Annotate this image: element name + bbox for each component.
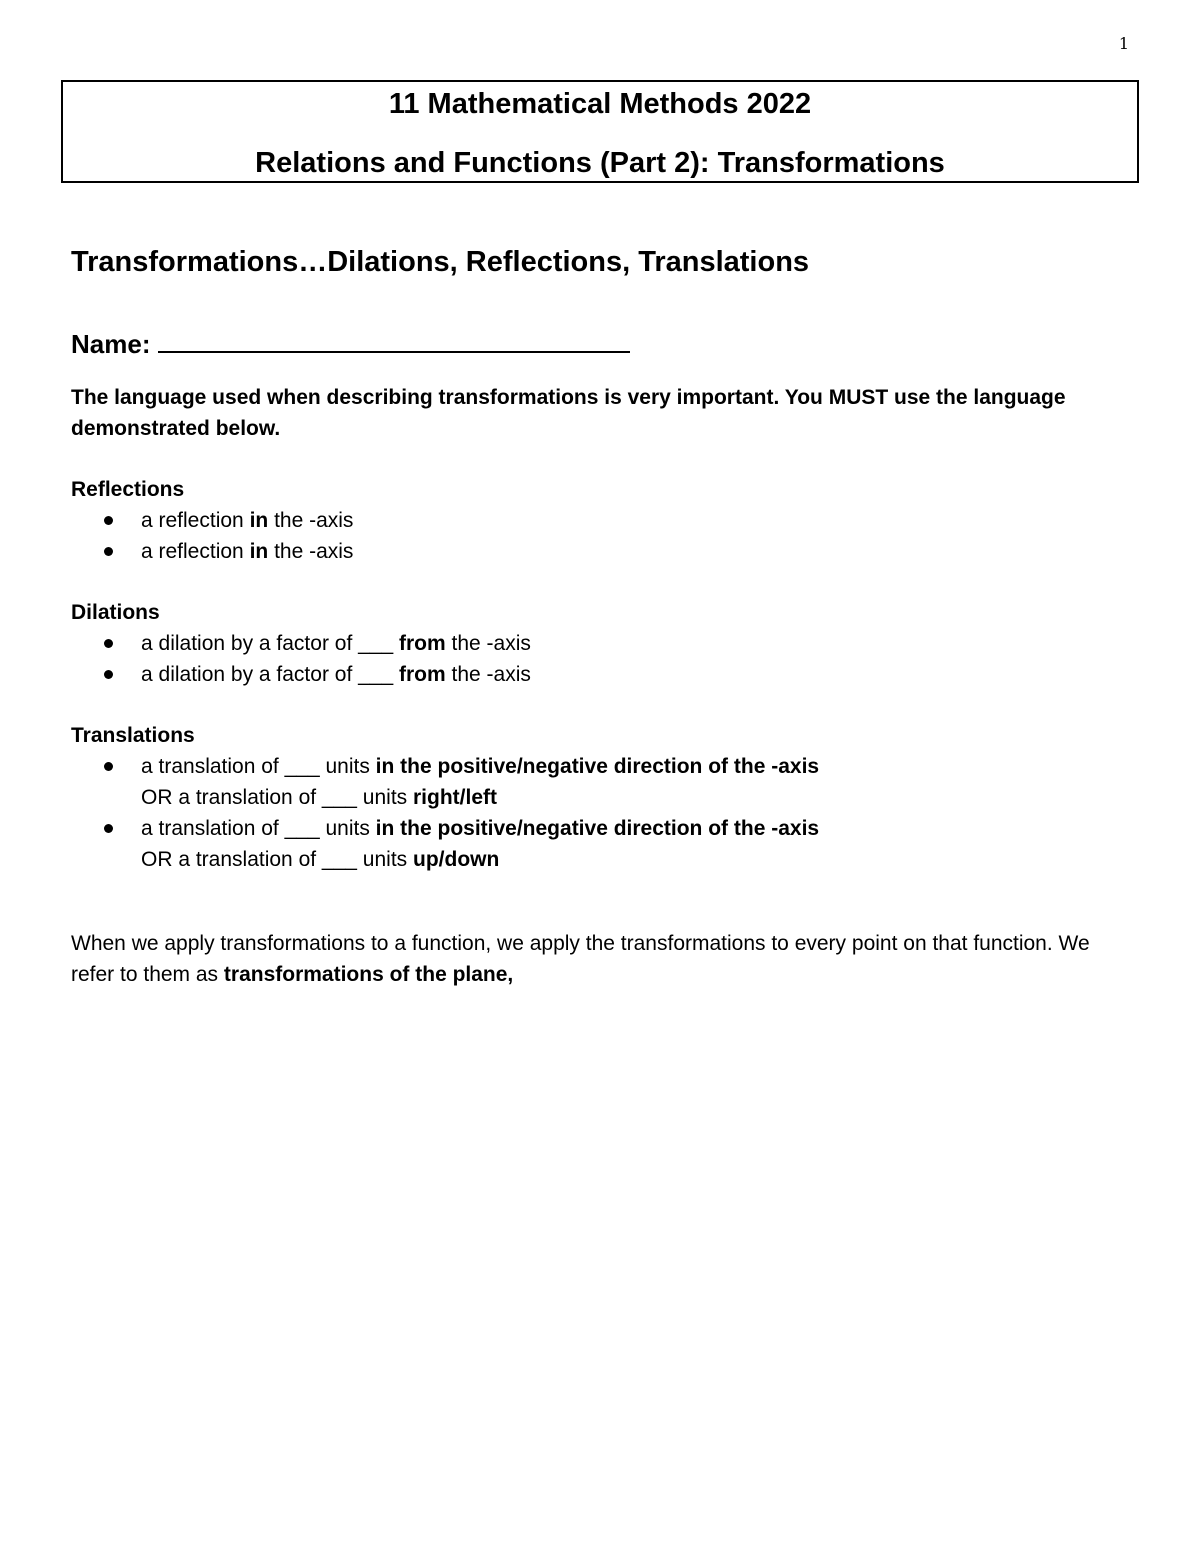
section-title: Transformations…Dilations, Reflections, Translations <box>71 246 810 278</box>
list-item: a translation of ___ units in the positive/negative direction of the -axis OR a translation of ___ units right/left <box>71 751 1131 813</box>
translations-heading: Translations <box>71 724 195 747</box>
bullet-icon <box>104 762 113 771</box>
name-field-row <box>71 327 1131 360</box>
bullet-icon <box>104 670 113 679</box>
list-item: a dilation by a factor of ___ from the -axis <box>71 628 1131 659</box>
document-subtitle: Relations and Functions (Part 2): Transformations <box>255 147 945 179</box>
page-number: 1 <box>1118 34 1129 53</box>
translations-list <box>71 751 1131 875</box>
list-item: a reflection in the -axis <box>71 536 1131 567</box>
worksheet-content <box>71 246 1131 990</box>
bullet-icon <box>104 824 113 833</box>
bullet-icon <box>104 547 113 556</box>
name-blank-line[interactable] <box>158 327 630 353</box>
list-item: a dilation by a factor of ___ from the -axis <box>71 659 1131 690</box>
bullet-icon <box>104 516 113 525</box>
closing-paragraph: When we apply transformations to a function, we apply the transformations to every point on that function. We refer to them as transformations of the plane, <box>71 932 1090 986</box>
intro-text: The language used when describing transformations is very important. You MUST use the language demonstrated below. <box>71 386 1066 440</box>
list-item: a translation of ___ units in the positive/negative direction of the -axis OR a translation of ___ units up/down <box>71 813 1131 875</box>
bullet-icon <box>104 639 113 648</box>
reflections-list <box>71 505 1131 567</box>
dilations-list <box>71 628 1131 690</box>
title-box <box>61 80 1139 183</box>
list-item: a reflection in the -axis <box>71 505 1131 536</box>
dilations-heading: Dilations <box>71 601 160 624</box>
reflections-heading: Reflections <box>71 478 185 501</box>
document-title: 11 Mathematical Methods 2022 <box>388 88 812 120</box>
name-label: Name: <box>71 329 151 359</box>
